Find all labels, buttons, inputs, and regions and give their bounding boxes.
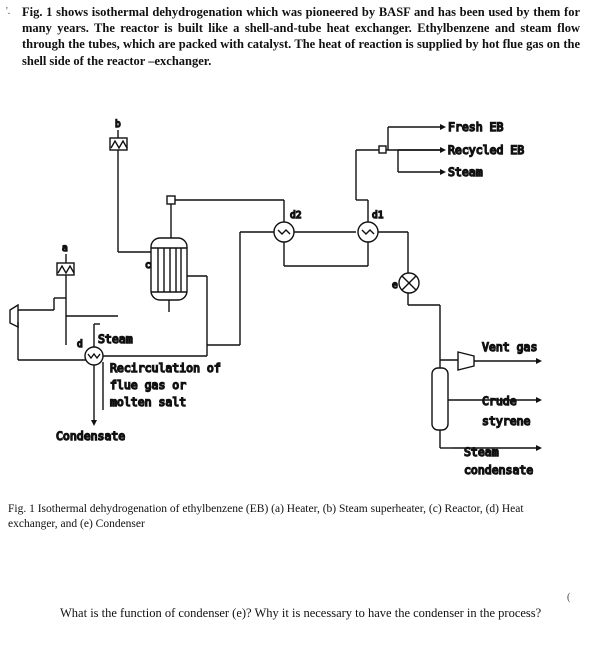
condenser-e-icon	[399, 273, 419, 293]
label-recycled-eb: Recycled EB	[448, 143, 525, 157]
exchanger-train	[207, 200, 408, 345]
label-styrene: styrene	[482, 414, 531, 428]
exchanger-d1-icon	[358, 222, 378, 242]
label-fresh-eb: Fresh EB	[448, 120, 504, 134]
question-text: What is the function of condenser (e)? Why it is necessary to have the condenser in the process?	[60, 606, 542, 620]
label-crude: Crude	[482, 394, 517, 408]
label-steam-d: Steam	[98, 332, 133, 346]
label-condensate: Condensate	[56, 429, 126, 443]
steam-superheater-b-icon	[110, 130, 127, 252]
reactor-c-icon	[151, 238, 187, 312]
label-recirculation-3: molten salt	[110, 395, 187, 409]
label-e: e	[392, 280, 398, 291]
vent-valve-icon	[440, 352, 542, 370]
exchanger-d2-icon	[274, 222, 294, 242]
heater-a-icon	[57, 254, 74, 345]
bullet-mark: '.	[6, 6, 11, 17]
label-steam-condensate-1: Steam	[464, 445, 499, 459]
label-vent-gas: Vent gas	[482, 340, 538, 354]
label-recirculation-2: flue gas or	[110, 378, 187, 392]
label-d2: d2	[290, 210, 302, 221]
label-b: b	[115, 119, 121, 130]
corner-mark: (	[567, 592, 571, 603]
label-steam-in: Steam	[448, 165, 483, 179]
feed-lines	[356, 124, 446, 200]
label-a: a	[62, 243, 68, 254]
label-d: d	[77, 339, 83, 350]
label-d1: d1	[372, 210, 384, 221]
label-recirculation-1: Recirculation of	[110, 361, 221, 375]
blower-icon	[10, 298, 86, 360]
label-c: c	[145, 260, 151, 271]
intro-text: Fig. 1 shows isothermal dehydrogenation which was pioneered by BASF and has been used by them for many years. The reactor is built like a shell-and-tube heat exchanger. Ethylbenzene and steam flow through the tubes, which are packed with catalyst. The heat of reaction is supplied by hot flue gas on the shell side of the reactor –exchanger.	[22, 5, 580, 68]
figure-caption: Fig. 1 Isothermal dehydrogenation of ethylbenzene (EB) (a) Heater, (b) Steam superheater, (c) Reactor, (d) Heat exchanger, and (e) Condenser	[8, 503, 524, 530]
label-steam-condensate-2: condensate	[464, 463, 534, 477]
